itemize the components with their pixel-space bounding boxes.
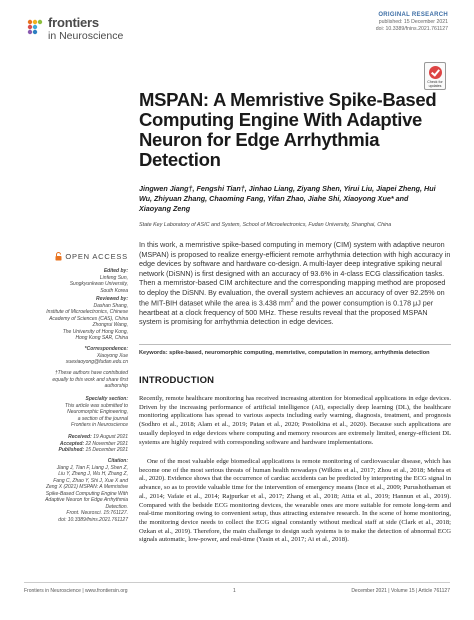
article-title: MSPAN: A Memristive Spike-Based Computing Engine With Adaptive Neuron for Edge Arrhythmia Detection [139,89,437,170]
abstract-superscript: 2 [290,298,294,304]
footer-issue-info: December 2021 | Volume 15 | Article 761127 [351,588,450,594]
reviewed-by-heading: Reviewed by: [96,296,128,302]
affiliation: State Key Laboratory of ASIC and System, School of Microelectronics, Fudan University, Shanghai, China [139,222,392,228]
edited-by [18,268,128,294]
equal-contribution-note [18,370,128,390]
keywords-divider [139,344,451,345]
correspondence [18,346,128,366]
abstract-part-2: and the power consumption is 0.178 μJ per heartbeat at a clock frequency of 500 MHz. These results reveal that the proposed MSPAN system is promising for arrhythmia detection in edge devices. [139,298,434,327]
frontiers-logo-icon [26,18,44,36]
citation-body: Jiang J, Tian F, Liang J, Shen Z, Liu Y, Zheng J, Wu H, Zhang Z, Fang C, Zhao Y, Shi J, Xue X and Zeng X (2021) MSPAN: A Memristive Spike-Based Computing Engine With Adaptive Neuron for Edge Arrhythmia Detection. Front. Neurosci. 15:761127. doi: 10.3389/fnins.2021.761127 [45,464,128,523]
article-dates [18,434,128,454]
introduction-paragraph-2: One of the most valuable edge biomedical applications is remote monitoring of cardiovascular disease, which has become one of the most serious threats of human health nowadays (Wilkins et al., 2017; Zhou et al., 2018; Mehra et al., 2020). Evidence shows that the occurrence of cardiac accidents can be predicted by interpreting the ECG signal in advance, so as to provide valuable time for the intervention of emergency means (Ince et al., 2009; Purushothaman et al., 2014; Vafaie et al., 2014; Rajpurkar et al., 2017; Zhang et al., 2018; Attia et al., 2019; Hannun et al., 2019). Compared with the bedside ECG monitoring devices, the wearable ones are more suitable for remote long-term and real-time monitoring owing to convenient setup, thus attracting extensive research. In the scene of home monitoring, the monitoring device needs to collect the ECG signal constantly without medical staff at side (Clark et al., 2018; Ozkan et al., 2019). Therefore, the main challenge to design such systems is to make the detection of abnormal ECG signals automatic, low-power, and real-time (Yasin et al., 2017; Ai et al., 2018). [139,458,451,544]
open-access-label [24,252,128,261]
introduction-paragraph-1: Recently, remote healthcare monitoring has received increasing attention for biomedical applications in edge devices. Driven by the increasing performance of artificial intelligence (AI), especially deep learning (DL), the healthcare monitoring applications has spread to various aspects including early warning, diagnosis, treatment, and prognosis (Sodhro et al., 2018; Alam et al., 2019; Patan et al., 2020; Postolkina et al., 2020). Because such applications are usually deployed in edge devices where computing and memory resources are extremely limited, energy-efficient DL systems are highly required with corresponding software and hardware implementations. [139,395,451,446]
article-type: ORIGINAL RESEARCH [378,12,448,18]
keywords-text: spike-based, neuromorphic computing, memristive, computation in memory, arrhythmia detection [169,350,430,356]
equal-contribution-text: †These authors have contributed equally to this work and share first authorship [52,370,128,389]
logo-journal-name: in Neuroscience [48,30,124,42]
abstract [139,240,451,327]
specialty-section [18,396,128,429]
article-meta [376,11,448,32]
footer-divider [24,582,450,583]
reviewed-by [18,296,128,342]
page-number: 1 [233,588,236,594]
received-label: Received: [68,434,92,440]
published-date: published: 15 December 2021 [378,19,448,25]
edited-by-heading: Edited by: [103,268,128,274]
edited-by-body: Linfeng Sun, Sungkyunkwan University, South Korea [69,274,128,294]
open-access-text: OPEN ACCESS [65,252,128,261]
open-access-lock-icon [55,252,62,261]
published-label: Published: [58,447,85,453]
footer-journal-link[interactable]: Frontiers in Neuroscience | www.frontiersin.org [24,588,128,594]
citation-heading: Citation: [107,458,128,464]
reviewed-by-body: Dashan Shang, Institute of Microelectronics, Chinese Academy of Sciences (CAS), China Zhongrui Wang, The University of Hong Kong, Hong Kong SAR, China [46,302,128,341]
logo-name: frontiers [48,15,99,30]
check-for-updates-button[interactable] [424,62,446,90]
published-line [18,447,128,454]
received-date: 19 August 2021 [93,434,128,440]
introduction-heading: INTRODUCTION [139,375,215,386]
abstract-part-1: In this work, a memristive spike-based computing in memory (CIM) system with adaptive neuron (MSPAN) is proposed to realize energy-efficient remote arrhythmia detection with high accuracy in edge devices by software and hardware co-design. A multi-layer deep integrative spiking neural network (DiSNN) is first designed with an accuracy of 93.6% in 4-class ECG classification tasks. Then a memristor-based CIM architecture and the corresponding mapping method are proposed to deploy the DiSNN. By evaluation, the overall system achieves an accuracy of over 92.25% on the MIT-BIH dataset while the area is 3.438 mm [139,240,451,308]
accepted-date: 22 November 2021 [85,440,128,447]
keywords-label: Keywords: [139,350,168,356]
journal-logo[interactable] [26,16,136,50]
check-for-updates-icon [429,66,442,79]
specialty-section-heading: Specialty section: [85,396,128,402]
check-for-updates-label: Check for updates [427,80,443,88]
correspondence-body[interactable]: Xiaoyong Xue xuexiaoyong@fudan.edu.cn [65,352,128,365]
accepted-label: Accepted: [59,440,85,447]
correspondence-heading: *Correspondence: [84,346,128,352]
specialty-section-body: This article was submitted to Neuromorphic Engineering, a section of the journal Frontiers in Neuroscience [64,402,128,428]
published-date-side: 15 December 2021 [85,447,128,453]
doi-link[interactable]: doi: 10.3389/fnins.2021.761127 [375,25,448,32]
keywords [139,350,451,357]
citation [18,458,128,523]
author-list: Jingwen Jiang†, Fengshi Tian†, Jinhao Liang, Ziyang Shen, Yirui Liu, Jiapei Zheng, Hui Wu, Zhiyuan Zhang, Chaoming Fang, Yifan Zhao, Jiahe Shi, Xiaoyong Xue* and Xiaoyang Zeng [139,184,436,213]
